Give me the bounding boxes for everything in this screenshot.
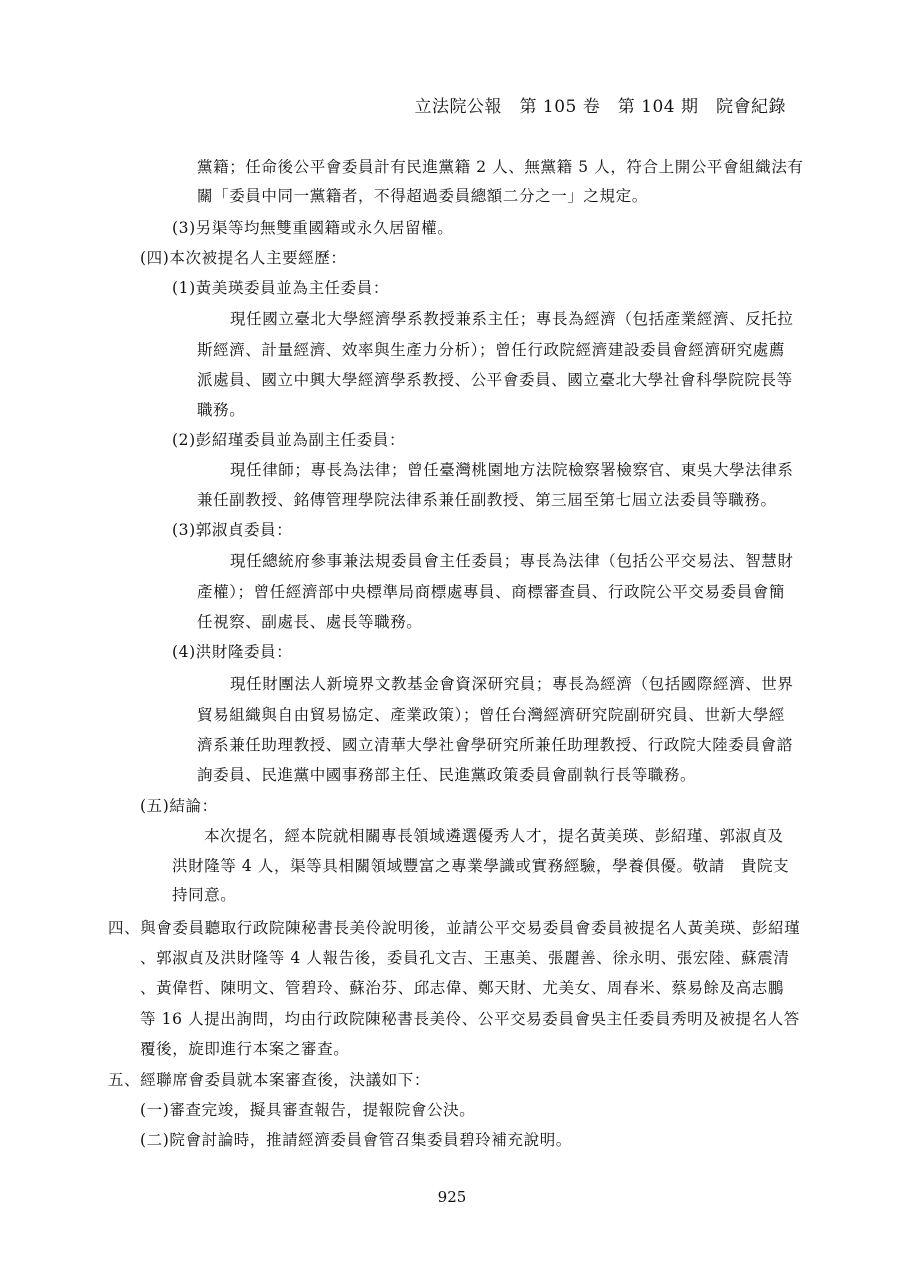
body-line: (一)審查完竣，擬具審查報告，提報院會公決。 [140, 1101, 476, 1119]
page-number: 925 [437, 1188, 467, 1206]
body-line: 關「委員中同一黨籍者，不得超過委員總額二分之一」之規定。 [197, 187, 648, 205]
body-line: 現任律師；專長為法律；曾任臺灣桃園地方法院檢察署檢察官、東吳大學法律系 [230, 461, 794, 479]
body-line: 現任總統府參事兼法規委員會主任委員；專長為法律（包括公平交易法、智慧財 [230, 552, 794, 570]
body-line: (3)另渠等均無雙重國籍或永久居留權。 [172, 219, 454, 237]
body-line: 兼任副教授、銘傳管理學院法律系兼任副教授、第三屆至第七屆立法委員等職務。 [197, 491, 777, 509]
body-line: 持同意。 [172, 886, 237, 904]
body-line: 現任財團法人新境界文教基金會資深研究員；專長為經濟（包括國際經濟、世界 [230, 675, 794, 693]
body-line: 等 16 人提出詢問，均由行政院陳秘書長美伶、公平交易委員會吳主任委員秀明及被提名人答 [140, 1010, 800, 1028]
page-header: 立法院公報 第 105 卷 第 104 期 院會紀錄 [414, 97, 786, 117]
body-line: (4)洪財隆委員： [172, 643, 293, 661]
body-line: 、黃偉哲、陳明文、管碧玲、蘇治芬、邱志偉、鄭天財、尤美女、周春米、蔡易餘及高志鵬 [140, 979, 785, 997]
body-line: (二)院會討論時，推請經濟委員會管召集委員碧玲補充說明。 [140, 1131, 572, 1149]
body-line: 派處員、國立中興大學經濟學系教授、公平會委員、國立臺北大學社會科學院院長等 [197, 371, 793, 389]
body-line: 五、經聯席會委員就本案審查後，決議如下： [108, 1071, 431, 1089]
body-line: 濟系兼任助理教授、國立清華大學社會學研究所兼任助理教授、行政院大陸委員會諮 [197, 736, 793, 754]
body-line: (3)郭淑貞委員： [172, 521, 293, 539]
body-line: 貿易組織與自由貿易協定、產業政策）；曾任台灣經濟研究院副研究員、世新大學經 [197, 706, 785, 724]
body-line: 現任國立臺北大學經濟學系教授兼系主任；專長為經濟（包括產業經濟、反托拉 [230, 310, 794, 328]
body-line: 斯經濟、計量經濟、效率與生產力分析）；曾任行政院經濟建設委員會經濟研究處薦 [197, 341, 785, 359]
body-line: 詢委員、民進黨中國事務部主任、民進黨政策委員會副執行長等職務。 [197, 766, 697, 784]
body-line: 、郭淑貞及洪財隆等 4 人報告後，委員孔文吉、王惠美、張麗善、徐永明、張宏陸、蘇震清 [140, 949, 790, 967]
body-line: 本次提名，經本院就相關專長領域遴選優秀人才，提名黃美瑛、彭紹瑾、郭淑貞及 [204, 827, 784, 845]
body-line: 產權）；曾任經濟部中央標準局商標處專員、商標審查員、行政院公平交易委員會簡 [197, 583, 785, 601]
body-line: (五)結論： [140, 797, 218, 815]
body-line: (2)彭紹瑾委員並為副主任委員： [172, 431, 406, 449]
body-line: (1)黃美瑛委員並為主任委員： [172, 279, 389, 297]
body-line: 職務。 [197, 401, 246, 419]
body-line: 黨籍；任命後公平會委員計有民進黨籍 2 人、無黨籍 5 人，符合上開公平會組織法有 [197, 158, 804, 176]
body-line: 任視察、副處長、處長等職務。 [197, 613, 423, 631]
body-line: 四、與會委員聽取行政院陳秘書長美伶說明後，並請公平交易委員會委員被提名人黃美瑛、彭紹瑾 [108, 919, 801, 937]
body-line: 洪財隆等 4 人，渠等具相關領域豐富之專業學識或實務經驗，學養俱優。敬請 貴院支 [172, 857, 790, 875]
body-line: 覆後，旋即進行本案之審查。 [140, 1040, 350, 1058]
body-line: (四)本次被提名人主要經歷： [140, 249, 347, 267]
